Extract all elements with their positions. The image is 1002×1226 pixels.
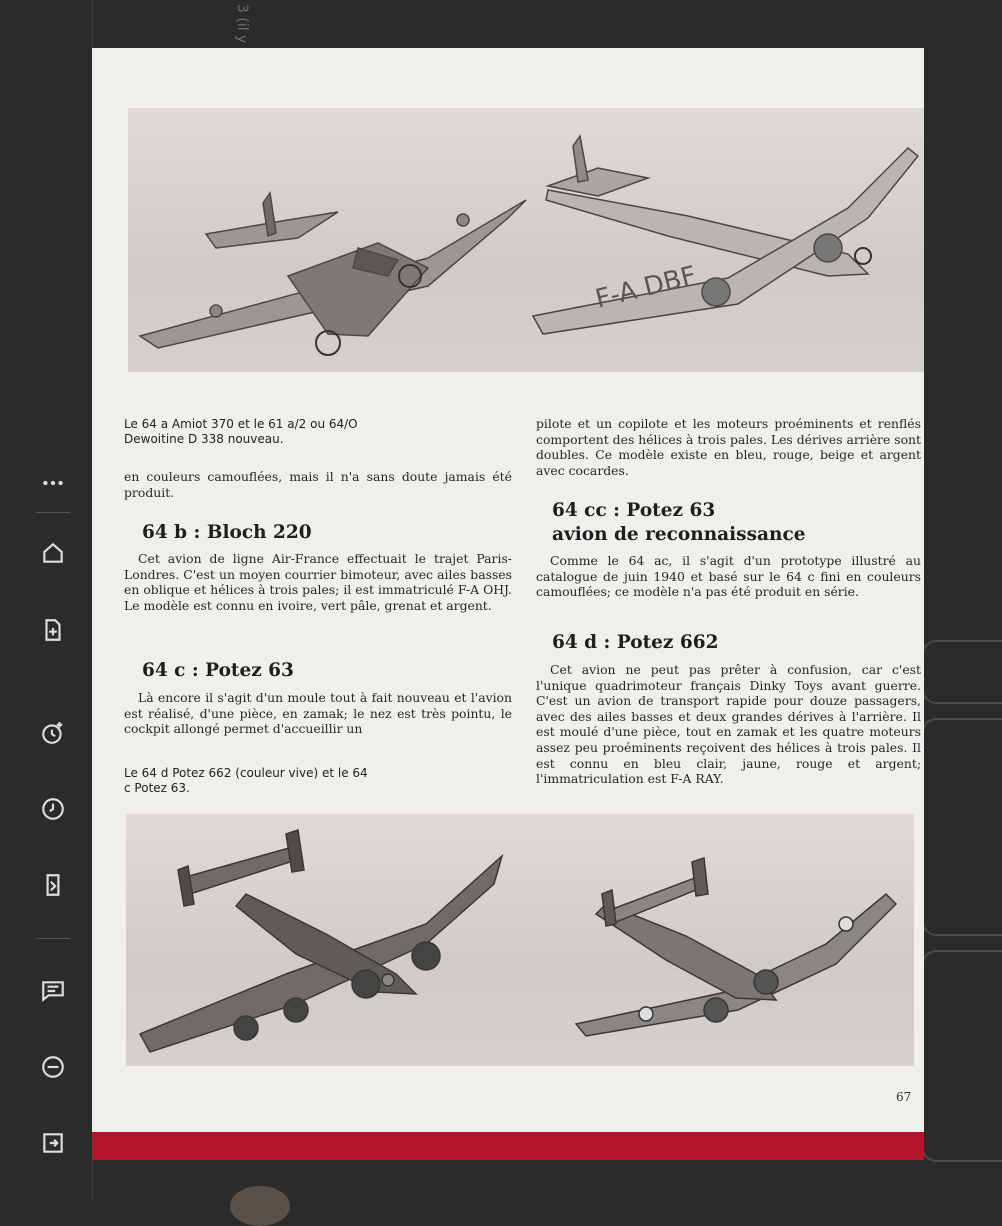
home-icon[interactable] (38, 538, 68, 568)
photo-bottom-aircraft (126, 814, 914, 1066)
section-text-64d-content: Cet avion ne peut pas prêter à confusion, car c'est l'unique quadrimoteur français Dinky Toys avant guerre. C'est un avion de transport rapide pour douze passagers, avec des ailes basses et deux grandes dérives à l'arrière. Il est moulé d'une pièce, tout en zamak et les quatre moteurs assez peu proéminents reçoivent des hélices à trois pales. Il est connu en bleu clair, jaune, rouge et argent; l'immatriculation est F-A RAY. (536, 662, 921, 787)
caption-bottom: Le 64 d Potez 662 (couleur vive) et le 64 c Potez 63. (124, 766, 368, 795)
book-cover-edge (92, 1132, 924, 1160)
exit-icon[interactable] (38, 1128, 68, 1158)
section-heading-64cc: 64 cc : Potez 63 (552, 500, 716, 521)
section-text-64cc-content: Comme le 64 ac, il s'agit d'un prototype illustré au catalogue de juin 1940 et basé sur le 64 c fini en couleurs camouflées; ce modèle n'a pas été produit en série. (536, 553, 921, 600)
background-panel (922, 640, 1002, 704)
section-text-64cc (536, 553, 921, 600)
background-panel (922, 718, 1002, 936)
page-number: 67 (896, 1090, 912, 1104)
section-heading-64d: 64 d : Potez 662 (552, 632, 719, 653)
more-icon[interactable] (38, 468, 68, 498)
aircraft-registration-marking: F-A DBF (592, 260, 700, 315)
background-rotated-text: 3 (il y (234, 4, 250, 44)
background-panel (922, 950, 1002, 1162)
right-intro-paragraph: pilote et un copilote et les moteurs proéminents et renflés comportent des hélices à trois pales. Les dérives arrière sont doubles. Ce modèle existe en bleu, rouge, beige et argent avec cocardes. (536, 416, 921, 478)
section-text-64b-content: Cet avion de ligne Air-France effectuait le trajet Paris-Londres. C'est un moyen courrier bimoteur, avec ailes basses en oblique et hélices à trois pales; il est immatriculé F-A OHJ. Le modèle est connu en ivoire, vert pâle, grenat et argent. (124, 551, 512, 613)
section-text-64d (536, 662, 921, 787)
avatar[interactable] (230, 1186, 290, 1226)
swap-icon[interactable] (38, 870, 68, 900)
photo-top-aircraft (128, 108, 924, 372)
remove-circle-icon[interactable] (38, 1052, 68, 1082)
caption-top: Le 64 a Amiot 370 et le 61 a/2 ou 64/O Dewoitine D 338 nouveau. (124, 417, 358, 446)
timer-add-icon[interactable] (38, 718, 68, 748)
comment-icon[interactable] (38, 976, 68, 1006)
section-heading-64b: 64 b : Bloch 220 (142, 522, 312, 543)
add-file-icon[interactable] (38, 615, 68, 645)
section-text-64c-content: Là encore il s'agit d'un moule tout à fait nouveau et l'avion est réalisé, d'une pièce, en zamak; le nez est très pointu, le cockpit allongé permet d'accueillir un (124, 690, 512, 737)
section-heading-64c: 64 c : Potez 63 (142, 660, 294, 681)
section-text-64c (124, 690, 512, 737)
section-subheading-64cc: avion de reconnaissance (552, 524, 806, 545)
clock-icon[interactable] (38, 794, 68, 824)
book-page-photo (92, 48, 924, 1160)
section-text-64b (124, 551, 512, 613)
left-sidebar (0, 0, 92, 1200)
left-intro-paragraph: en couleurs camouflées, mais il n'a sans doute jamais été produit. (124, 469, 512, 500)
